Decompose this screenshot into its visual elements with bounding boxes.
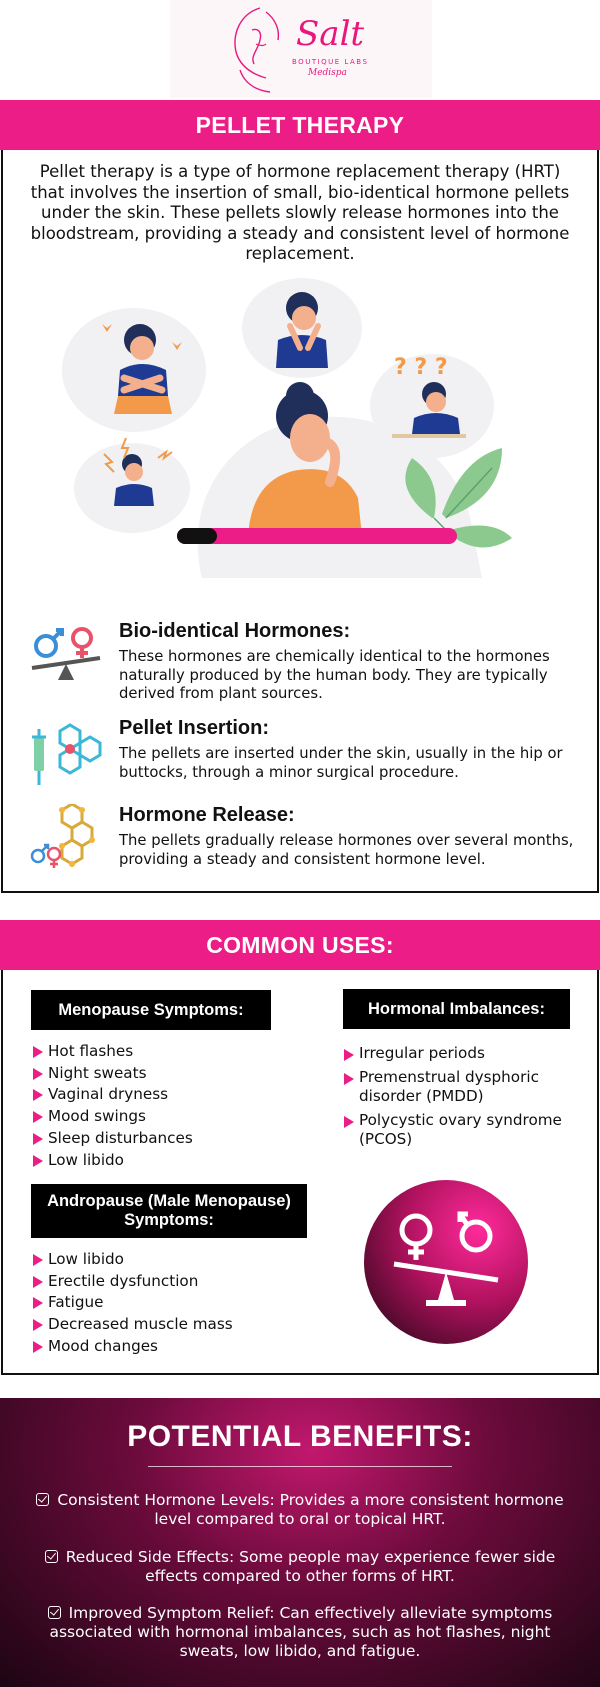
potential-benefits-section — [0, 1398, 600, 1687]
feature-title: Hormone Release: — [119, 804, 295, 826]
list-item: Night sweats — [31, 1063, 193, 1085]
list-item: Fatigue — [31, 1292, 233, 1314]
list-item: Erectile dysfunction — [31, 1271, 233, 1293]
logo-tagline: Medispa — [308, 68, 347, 78]
brand-logo — [170, 0, 432, 98]
list-item: Polycystic ovary syndrome (PCOS) — [342, 1111, 582, 1149]
hormone-molecule-icon — [26, 804, 106, 884]
gender-scale-icon — [364, 1180, 528, 1344]
woman-thinking-illustration — [62, 278, 542, 588]
benefit-text: Reduced Side Effects: Some people may experience fewer side effects compared to other forms of HRT. — [65, 1548, 556, 1585]
checkbox-icon — [36, 1493, 49, 1506]
common-uses-banner: COMMON USES: — [0, 920, 600, 970]
list-item: Decreased muscle mass — [31, 1314, 233, 1336]
svg-text:? ? ?: ? ? ? — [394, 355, 448, 380]
checkbox-icon — [45, 1550, 58, 1563]
benefit-item — [30, 1491, 570, 1529]
list-item: Vaginal dryness — [31, 1084, 193, 1106]
benefit-text: Consistent Hormone Levels: Provides a more consistent hormone level compared to oral or topical HRT. — [57, 1491, 564, 1528]
list-item: Low libido — [31, 1150, 193, 1172]
potential-benefits-title: POTENTIAL BENEFITS: — [127, 1420, 473, 1453]
feature-body: These hormones are chemically identical to the hormones naturally produced by the human body. They are typically derived from plant sources. — [119, 648, 550, 702]
hormonal-imbalances-header: Hormonal Imbalances: — [343, 989, 570, 1029]
list-item: Sleep disturbances — [31, 1128, 193, 1150]
menopause-symptoms-header: Menopause Symptoms: — [31, 990, 271, 1030]
list-item: Hot flashes — [31, 1041, 193, 1063]
checkbox-icon — [48, 1606, 61, 1619]
pellet-therapy-intro: Pellet therapy is a type of hormone replacement therapy (HRT) that involves the insertion of small, bio-identical hormone pellets under the skin. These pellets slowly release hormones into the bloodstream, providing a steady and consistent level of hormone replacement. — [30, 162, 570, 263]
feature-body: The pellets are inserted under the skin, usually in the hip or buttocks, through a minor surgical procedure. — [119, 745, 563, 781]
list-item: Irregular periods — [342, 1044, 582, 1063]
list-item: Low libido — [31, 1249, 233, 1271]
logo-script-text: Salt — [296, 14, 365, 54]
pellet-therapy-banner: PELLET THERAPY — [0, 100, 600, 150]
logo-subtitle: BOUTIQUE LABS — [292, 58, 369, 66]
list-item: Mood swings — [31, 1106, 193, 1128]
benefit-text: Improved Symptom Relief: Can effectively alleviate symptoms associated with hormonal imbalances, such as hot flashes, night sweats, low libido, and fatigue. — [49, 1604, 553, 1660]
gender-balance-icon — [26, 620, 106, 700]
molecule-syringe-icon — [26, 717, 106, 797]
feature-body: The pellets gradually release hormones over several months, providing a steady and consistent hormone level. — [119, 832, 574, 868]
gender-scale-badge — [364, 1180, 528, 1344]
list-item: Mood changes — [31, 1336, 233, 1358]
menopause-symptoms-list — [31, 1041, 193, 1171]
title-divider — [148, 1466, 452, 1467]
andropause-symptoms-header: Andropause (Male Menopause) Symptoms: — [31, 1184, 307, 1238]
andropause-symptoms-list — [31, 1249, 233, 1358]
benefit-item — [30, 1604, 570, 1661]
list-item: Premenstrual dysphoric disorder (PMDD) — [342, 1068, 582, 1106]
feature-title: Bio-identical Hormones: — [119, 620, 351, 642]
feature-title: Pellet Insertion: — [119, 717, 270, 739]
benefit-item — [30, 1548, 570, 1586]
hormonal-imbalances-list — [342, 1044, 582, 1154]
